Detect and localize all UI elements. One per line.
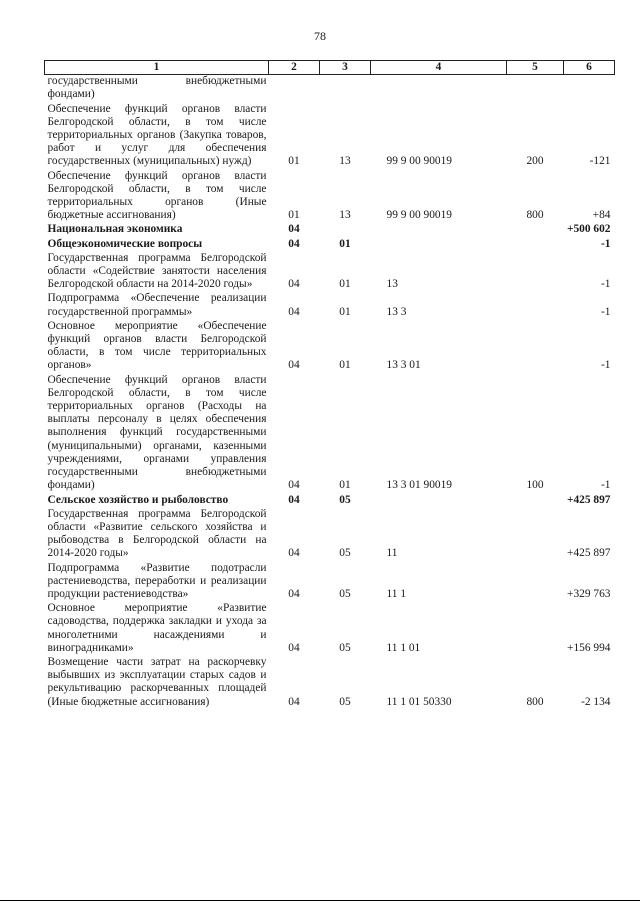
row-subsection: 01: [339, 278, 351, 291]
row-amount: +500 602: [566, 223, 611, 236]
table-row: [45, 103, 615, 170]
row-name: Национальная экономика: [47, 223, 183, 236]
row-expense-type: [507, 508, 564, 562]
row-section: 04: [288, 305, 300, 318]
row-name: Обеспечение функций органов власти Белгородской области, в том числе территориальных органов (Расходы на выплаты персоналу в целях обеспечения выполнения функций государственными (муниципальными) органами, казенными учреждениями, органами управления государственными внебюджетными фондами): [47, 373, 267, 492]
row-expense-type: [507, 292, 564, 319]
table-row: [45, 252, 615, 293]
row-expense-type: [507, 252, 564, 293]
row-amount: [564, 75, 615, 103]
row-subsection: [320, 223, 371, 237]
row-section: [269, 75, 320, 103]
row-section: 04: [288, 641, 300, 654]
row-expense-type: 200: [526, 155, 544, 168]
row-expense-type: [507, 320, 564, 374]
row-amount: +329 763: [567, 587, 611, 600]
row-name: Обеспечение функций органов власти Белгородской области, в том числе территориальных органов (Иные бюджетные ассигнования): [47, 169, 267, 222]
table-row: [45, 320, 615, 374]
table-row: [45, 656, 615, 710]
row-amount: -1: [601, 479, 611, 492]
row-target-article: [371, 223, 507, 237]
row-target-article: 13: [386, 278, 398, 291]
row-name: Основное мероприятие «Развитие садоводства, поддержка закладки и ухода за многолетними насаждениями и виноградниками»: [47, 602, 267, 654]
row-name: Государственная программа Белгородской области «Содействие занятости населения Белгородской области на 2014-2020 годы»: [47, 251, 267, 291]
row-target-article: 13 3: [386, 305, 407, 318]
row-amount: +425 897: [566, 493, 611, 506]
row-target-article: 11 1: [386, 587, 407, 600]
row-name: Подпрограмма «Обеспечение реализации государственной программы»: [47, 292, 267, 318]
row-amount: -1: [601, 278, 611, 291]
row-subsection: 13: [339, 155, 351, 168]
header-col-subsection: 3: [320, 61, 371, 75]
row-subsection: 01: [339, 359, 351, 372]
row-target-article: 11 1 01: [386, 641, 421, 654]
row-target-article: 13 3 01 90019: [386, 479, 452, 492]
row-target-article: 99 9 00 90019: [386, 209, 452, 222]
table-row: [45, 508, 615, 562]
row-section: 04: [288, 479, 300, 492]
table-row: [45, 494, 615, 508]
row-section: 04: [288, 223, 300, 236]
row-subsection: 13: [339, 209, 351, 222]
row-section: 01: [288, 209, 300, 222]
row-section: 04: [288, 587, 300, 600]
row-target-article: 99 9 00 90019: [386, 155, 452, 168]
row-expense-type: 800: [526, 695, 544, 708]
row-subsection: 01: [339, 305, 351, 318]
row-target-article: [371, 238, 507, 252]
row-target-article: 13 3 01: [386, 359, 421, 372]
table-row: [45, 374, 615, 494]
header-col-amount: 6: [564, 61, 615, 75]
row-expense-type: 800: [526, 209, 544, 222]
table-row: [45, 75, 615, 103]
row-expense-type: [507, 75, 564, 103]
row-amount: -121: [589, 155, 611, 168]
bottom-rule: [0, 900, 640, 901]
header-row: [45, 61, 615, 75]
row-section: 04: [288, 695, 300, 708]
header-col-name: 1: [45, 61, 269, 75]
row-amount: +425 897: [567, 547, 611, 560]
table-row: [45, 292, 615, 319]
row-expense-type: [507, 602, 564, 656]
row-subsection: 05: [339, 695, 351, 708]
row-section: 01: [288, 155, 300, 168]
table-row: [45, 562, 615, 603]
row-amount: -1: [601, 359, 611, 372]
row-name: Возмещение части затрат на раскорчевку выбывших из эксплуатации старых садов и рекультивацию раскорчеванных площадей (Иные бюджетные ассигнования): [47, 655, 267, 708]
row-amount: -2 134: [581, 695, 611, 708]
row-name: Сельское хозяйство и рыболовство: [47, 493, 229, 506]
table-row: [45, 170, 615, 224]
row-name: Общеэкономические вопросы: [47, 237, 203, 250]
row-section: 04: [288, 493, 300, 506]
row-subsection: 01: [339, 479, 351, 492]
row-name: государственными внебюджетными фондами): [47, 75, 267, 101]
row-expense-type: [507, 238, 564, 252]
row-amount: +156 994: [567, 641, 611, 654]
table-body: [45, 75, 615, 710]
row-target-article: 11: [386, 547, 398, 560]
row-expense-type: [507, 223, 564, 237]
row-target-article: 11 1 01 50330: [386, 695, 452, 708]
row-section: 04: [288, 547, 300, 560]
row-subsection: 01: [339, 237, 351, 250]
row-name: Государственная программа Белгородской области «Развитие сельского хозяйства и рыбоводства в Белгородской области на 2014-2020 годы»: [47, 507, 267, 560]
row-expense-type: 100: [526, 479, 544, 492]
row-section: 04: [288, 237, 300, 250]
row-subsection: 05: [339, 641, 351, 654]
row-target-article: [371, 75, 507, 103]
row-subsection: 05: [339, 587, 351, 600]
table-row: [45, 238, 615, 252]
row-amount: -1: [601, 237, 611, 250]
row-name: Обеспечение функций органов власти Белгородской области, в том числе территориальных органов (Закупка товаров, работ и услуг для обеспечения государственных (муниципальных) нужд): [47, 102, 267, 168]
row-target-article: [371, 494, 507, 508]
row-subsection: [320, 75, 371, 103]
row-name: Подпрограмма «Развитие подотрасли растениеводства, переработки и реализации продукции растениеводства»: [47, 561, 267, 600]
row-expense-type: [507, 562, 564, 603]
header-col-target-article: 4: [371, 61, 507, 75]
table-header: [45, 61, 615, 75]
header-col-section: 2: [269, 61, 320, 75]
budget-table: [44, 60, 615, 710]
row-name: Основное мероприятие «Обеспечение функций органов власти Белгородской области, в том числе территориальных органов»: [47, 319, 267, 372]
header-col-expense-type: 5: [507, 61, 564, 75]
row-subsection: 05: [339, 493, 351, 506]
row-expense-type: [507, 494, 564, 508]
row-amount: -1: [601, 305, 611, 318]
table-row: [45, 223, 615, 237]
table-row: [45, 602, 615, 656]
row-subsection: 05: [339, 547, 351, 560]
row-section: 04: [288, 278, 300, 291]
row-amount: +84: [592, 209, 611, 222]
row-section: 04: [288, 359, 300, 372]
page-number: 78: [314, 29, 326, 43]
